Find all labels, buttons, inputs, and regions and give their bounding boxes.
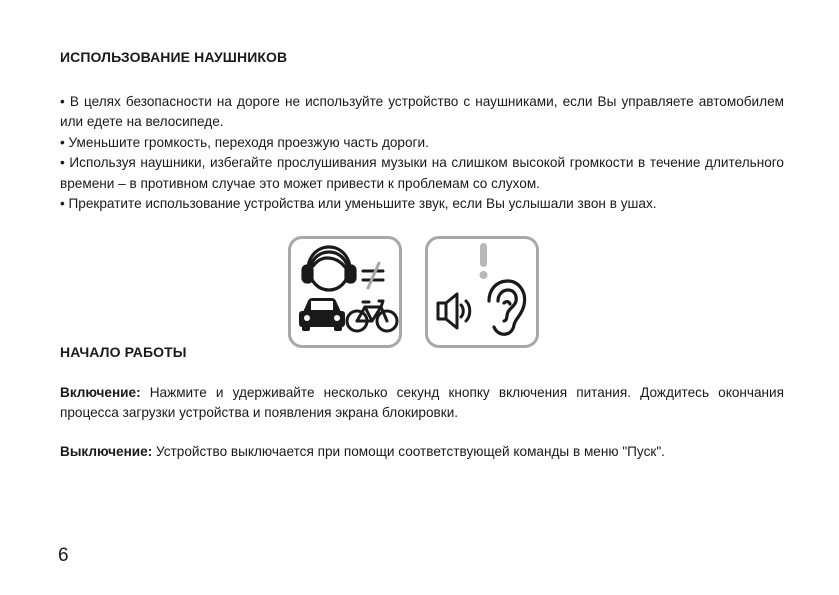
power-off-paragraph	[60, 442, 784, 462]
ear-icon	[489, 281, 525, 334]
headphones-safety-list	[60, 92, 784, 214]
power-on-text: Нажмите и удерживайте несколько секунд кнопку включения питания. Дождитесь окончания процесса загрузки устройства и появления экрана блокировки.	[60, 385, 784, 421]
headphones-section-title: ИСПОЛЬЗОВАНИЕ НАУШНИКОВ	[60, 49, 288, 65]
power-off-label: Выключение:	[60, 444, 153, 459]
safety-bullet-driving: • В целях безопасности на дороге не используйте устройство с наушниками, если Вы управляете автомобилем или едете на велосипеде.	[60, 94, 784, 130]
car-icon	[299, 298, 345, 331]
exclamation-icon	[480, 243, 488, 279]
power-off-text: Устройство выключается при помощи соответствующей команды в меню "Пуск".	[152, 444, 665, 459]
getting-started-title: НАЧАЛО РАБОТЫ	[60, 344, 187, 360]
power-on-label: Включение:	[60, 385, 141, 400]
power-on-paragraph	[60, 383, 784, 424]
loud-sound-hearing-warning-icon	[425, 236, 539, 348]
page-number: 6	[58, 545, 69, 566]
safety-bullet-volume: • Используя наушники, избегайте прослушивания музыки на слишком высокой громкости в течение длительного времени – в противном случае это может привести к проблемам со слухом.	[60, 155, 784, 191]
not-equal-icon	[363, 263, 383, 288]
safety-bullet-ringing: • Прекратите использование устройства или уменьшите звук, если Вы услышали звон в ушах.	[60, 196, 657, 212]
bicycle-icon	[347, 301, 397, 331]
speaker-icon	[438, 294, 470, 328]
head-headphones-icon	[303, 247, 355, 290]
headphones-traffic-pictogram	[291, 239, 399, 345]
headphones-not-while-driving-icon	[288, 236, 402, 348]
safety-bullet-crossing: • Уменьшите громкость, переходя проезжую часть дороги.	[60, 134, 429, 150]
hearing-warning-pictogram	[428, 239, 536, 345]
